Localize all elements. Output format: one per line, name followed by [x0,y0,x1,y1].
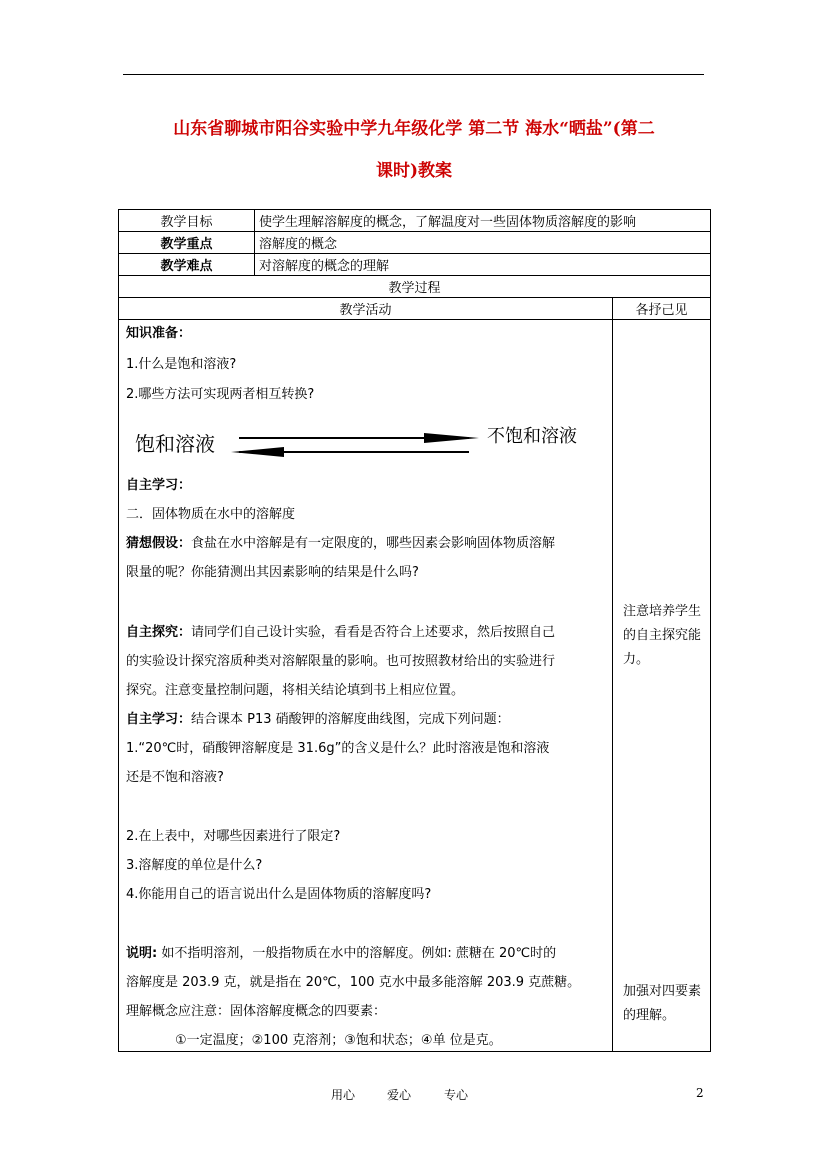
footer-word-1: 用心 [331,1088,356,1102]
notes-label: 各抒己见 [613,298,711,320]
study-question-3: 3.溶解度的单位是什么? [126,858,263,873]
key-label: 教学重点 [119,232,255,254]
study-question-4: 4.你能用自己的语言说出什么是固体物质的溶解度吗? [126,887,432,902]
notes-column [613,320,711,1052]
guess-line-2: 限量的呢？你能猜测出其因素影响的结果是什么吗? [126,565,419,580]
explore-line-1: 自主探究：请同学们自己设计实验，看看是否符合上述要求，然后按照自己 [126,625,556,640]
conversion-arrows-icon [229,426,489,466]
page-number: 2 [696,1086,704,1100]
question-2: 2.哪些方法可实现两者相互转换? [126,387,315,402]
note-line-2: 溶解度是 203.9 克，就是指在 20℃，100 克水中最多能溶解 203.9 克蔗糖。 [126,975,581,990]
side-note-1: 注意培养学生的自主探究能力。 [623,604,702,667]
note-line-4: ①一定温度；②100 克溶剂；③饱和状态；④单 位是克。 [175,1033,502,1048]
header-rule [123,74,704,75]
document-title-line1: 山东省聊城市阳谷实验中学九年级化学 第二节 海水“晒盐”(第二 [173,119,655,139]
difficulty-text: 对溶解度的概念的理解 [255,254,711,276]
question-1: 1.什么是饱和溶液? [126,357,237,372]
goal-label: 教学目标 [119,210,255,232]
note-line-1: 说明: 如不指明溶剂，一般指物质在水中的溶解度。例如: 蔗糖在 20℃时的 [126,946,557,961]
lesson-plan-table [118,209,711,1052]
prep-heading: 知识准备： [126,326,192,341]
activity-label: 教学活动 [119,298,613,320]
footer-word-2: 爱心 [387,1088,412,1102]
study-question-1b: 还是不饱和溶液? [126,770,224,785]
explore-line-2: 的实验设计探究溶质种类对溶解限量的影响。也可按照教材给出的实验进行 [126,654,556,669]
key-text: 溶解度的概念 [255,232,711,254]
side-note-2: 加强对四要素的理解。 [623,984,702,1023]
difficulty-label: 教学难点 [119,254,255,276]
footer-word-3: 专心 [444,1088,469,1102]
study-question-1a: 1.“20℃时，硝酸钾溶解度是 31.6g”的含义是什么？此时溶液是饱和溶液 [126,741,550,756]
saturated-solution-label: 饱和溶液 [135,432,215,456]
guess-line-1: 猜想假设：食盐在水中溶解是有一定限度的，哪些因素会影响固体物质溶解 [126,536,556,551]
goal-text: 使学生理解溶解度的概念，了解温度对一些固体物质溶解度的影响 [255,210,711,232]
self-study-heading: 自主学习： [126,478,192,493]
study2-line: 自主学习：结合课本 P13 硝酸钾的溶解度曲线图，完成下列问题： [126,712,510,727]
study-question-2: 2.在上表中，对哪些因素进行了限定? [126,829,341,844]
process-label: 教学过程 [119,276,711,298]
unsaturated-solution-label: 不饱和溶液 [487,426,577,447]
explore-line-3: 探究。注意变量控制问题，将相关结论填到书上相应位置。 [126,683,465,698]
section-2-title: 二．固体物质在水中的溶解度 [126,507,296,522]
activity-content [119,320,613,1052]
note-line-3: 理解概念应注意：固体溶解度概念的四要素： [126,1004,387,1019]
document-title-line2: 课时)教案 [375,161,453,181]
